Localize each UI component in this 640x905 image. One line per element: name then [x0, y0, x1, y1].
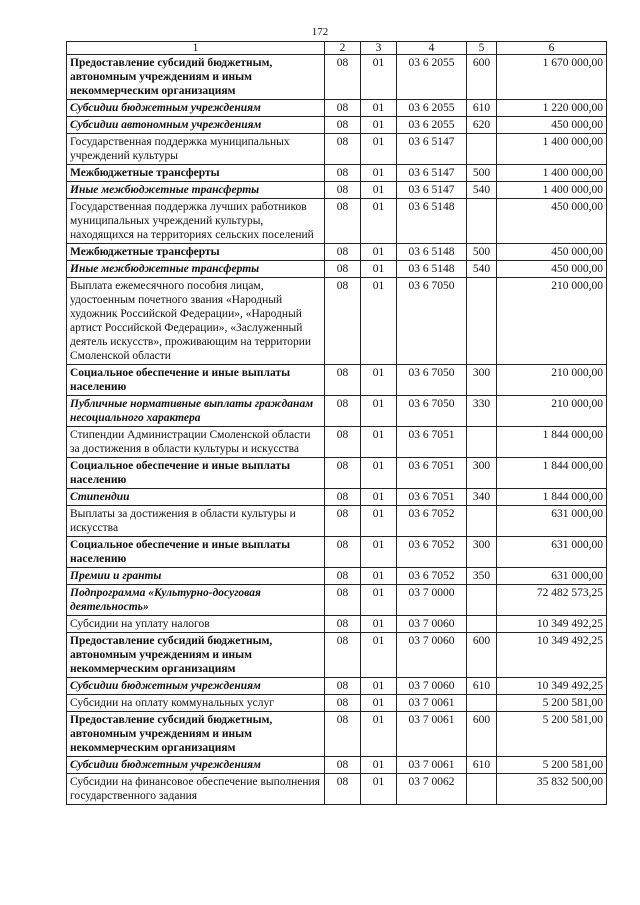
row-name-cell: Субсидии бюджетным учреждениям [67, 678, 325, 695]
row-name-cell: Иные межбюджетные трансферты [67, 182, 325, 199]
budget-table [66, 41, 607, 805]
row-name-cell: Предоставление субсидий бюджетным, автономным учреждениям и иным некоммерческим организациям [67, 55, 325, 100]
amount-cell: 1 400 000,00 [497, 165, 607, 182]
subsection-code-cell: 01 [361, 182, 397, 199]
subsection-code-cell: 01 [361, 100, 397, 117]
expense-type-cell: 350 [467, 568, 497, 585]
table-row [67, 244, 607, 261]
subsection-code-cell: 01 [361, 585, 397, 616]
table-row [67, 489, 607, 506]
target-article-cell: 03 6 2055 [397, 117, 467, 134]
amount-cell: 631 000,00 [497, 506, 607, 537]
target-article-cell: 03 7 0061 [397, 712, 467, 757]
target-article-cell: 03 7 0000 [397, 585, 467, 616]
section-code-cell: 08 [325, 695, 361, 712]
subsection-code-cell: 01 [361, 278, 397, 365]
amount-cell: 10 349 492,25 [497, 616, 607, 633]
target-article-cell: 03 6 7050 [397, 365, 467, 396]
amount-cell: 5 200 581,00 [497, 712, 607, 757]
section-code-cell: 08 [325, 585, 361, 616]
section-code-cell: 08 [325, 537, 361, 568]
subsection-code-cell: 01 [361, 537, 397, 568]
subsection-code-cell: 01 [361, 134, 397, 165]
target-article-cell: 03 6 5147 [397, 165, 467, 182]
target-article-cell: 03 7 0060 [397, 678, 467, 695]
row-name-cell: Государственная поддержка муниципальных учреждений культуры [67, 134, 325, 165]
section-code-cell: 08 [325, 616, 361, 633]
target-article-cell: 03 6 7051 [397, 458, 467, 489]
subsection-code-cell: 01 [361, 458, 397, 489]
expense-type-cell [467, 134, 497, 165]
amount-cell: 1 844 000,00 [497, 489, 607, 506]
target-article-cell: 03 6 5148 [397, 199, 467, 244]
amount-cell: 631 000,00 [497, 568, 607, 585]
expense-type-cell [467, 695, 497, 712]
table-row [67, 427, 607, 458]
target-article-cell: 03 6 5148 [397, 261, 467, 278]
row-name-cell: Государственная поддержка лучших работников муниципальных учреждений культуры, находящихся на территориях сельских поселений [67, 199, 325, 244]
table-row [67, 261, 607, 278]
amount-cell: 35 832 500,00 [497, 774, 607, 805]
subsection-code-cell: 01 [361, 633, 397, 678]
table-row [67, 757, 607, 774]
section-code-cell: 08 [325, 458, 361, 489]
column-header: 3 [361, 42, 397, 55]
target-article-cell: 03 7 0061 [397, 757, 467, 774]
amount-cell: 1 670 000,00 [497, 55, 607, 100]
expense-type-cell: 600 [467, 633, 497, 678]
amount-cell: 1 844 000,00 [497, 458, 607, 489]
expense-type-cell: 300 [467, 537, 497, 568]
table-row [67, 134, 607, 165]
amount-cell: 450 000,00 [497, 199, 607, 244]
section-code-cell: 08 [325, 199, 361, 244]
subsection-code-cell: 01 [361, 365, 397, 396]
row-name-cell: Публичные нормативные выплаты гражданам несоциального характера [67, 396, 325, 427]
amount-cell: 5 200 581,00 [497, 695, 607, 712]
subsection-code-cell: 01 [361, 55, 397, 100]
expense-type-cell: 300 [467, 365, 497, 396]
subsection-code-cell: 01 [361, 427, 397, 458]
table-row [67, 537, 607, 568]
column-header: 2 [325, 42, 361, 55]
table-row [67, 365, 607, 396]
expense-type-cell: 610 [467, 757, 497, 774]
table-row [67, 55, 607, 100]
row-name-cell: Иные межбюджетные трансферты [67, 261, 325, 278]
target-article-cell: 03 7 0061 [397, 695, 467, 712]
table-row [67, 199, 607, 244]
target-article-cell: 03 7 0060 [397, 633, 467, 678]
subsection-code-cell: 01 [361, 757, 397, 774]
expense-type-cell: 340 [467, 489, 497, 506]
amount-cell: 450 000,00 [497, 244, 607, 261]
expense-type-cell [467, 506, 497, 537]
section-code-cell: 08 [325, 100, 361, 117]
subsection-code-cell: 01 [361, 712, 397, 757]
table-row [67, 506, 607, 537]
expense-type-cell: 610 [467, 100, 497, 117]
amount-cell: 10 349 492,25 [497, 633, 607, 678]
table-row [67, 774, 607, 805]
amount-cell: 1 844 000,00 [497, 427, 607, 458]
column-header: 4 [397, 42, 467, 55]
subsection-code-cell: 01 [361, 396, 397, 427]
section-code-cell: 08 [325, 134, 361, 165]
row-name-cell: Межбюджетные трансферты [67, 244, 325, 261]
page-number: 172 [311, 26, 329, 38]
subsection-code-cell: 01 [361, 568, 397, 585]
target-article-cell: 03 6 7052 [397, 537, 467, 568]
column-header: 5 [467, 42, 497, 55]
section-code-cell: 08 [325, 396, 361, 427]
section-code-cell: 08 [325, 568, 361, 585]
subsection-code-cell: 01 [361, 117, 397, 134]
table-row [67, 100, 607, 117]
target-article-cell: 03 6 7050 [397, 278, 467, 365]
section-code-cell: 08 [325, 774, 361, 805]
row-name-cell: Подпрограмма «Культурно-досуговая деятельность» [67, 585, 325, 616]
row-name-cell: Предоставление субсидий бюджетным, автономным учреждениям и иным некоммерческим организациям [67, 712, 325, 757]
section-code-cell: 08 [325, 427, 361, 458]
section-code-cell: 08 [325, 365, 361, 396]
target-article-cell: 03 7 0060 [397, 616, 467, 633]
target-article-cell: 03 6 5147 [397, 134, 467, 165]
section-code-cell: 08 [325, 506, 361, 537]
target-article-cell: 03 6 5148 [397, 244, 467, 261]
table-row [67, 568, 607, 585]
row-name-cell: Выплаты за достижения в области культуры и искусства [67, 506, 325, 537]
amount-cell: 210 000,00 [497, 396, 607, 427]
row-name-cell: Субсидии бюджетным учреждениям [67, 757, 325, 774]
expense-type-cell [467, 585, 497, 616]
section-code-cell: 08 [325, 489, 361, 506]
table-row [67, 278, 607, 365]
amount-cell: 72 482 573,25 [497, 585, 607, 616]
subsection-code-cell: 01 [361, 489, 397, 506]
table-row [67, 458, 607, 489]
subsection-code-cell: 01 [361, 678, 397, 695]
expense-type-cell [467, 616, 497, 633]
row-name-cell: Субсидии на финансовое обеспечение выполнения государственного задания [67, 774, 325, 805]
expense-type-cell: 500 [467, 244, 497, 261]
expense-type-cell [467, 774, 497, 805]
row-name-cell: Премии и гранты [67, 568, 325, 585]
row-name-cell: Социальное обеспечение и иные выплаты населению [67, 537, 325, 568]
table-body [67, 55, 607, 805]
table-row [67, 182, 607, 199]
row-name-cell: Социальное обеспечение и иные выплаты населению [67, 458, 325, 489]
target-article-cell: 03 6 2055 [397, 55, 467, 100]
table-row [67, 678, 607, 695]
expense-type-cell: 610 [467, 678, 497, 695]
table-row [67, 616, 607, 633]
subsection-code-cell: 01 [361, 774, 397, 805]
target-article-cell: 03 6 5147 [397, 182, 467, 199]
subsection-code-cell: 01 [361, 616, 397, 633]
table-row [67, 633, 607, 678]
subsection-code-cell: 01 [361, 261, 397, 278]
header-row [67, 42, 607, 55]
section-code-cell: 08 [325, 165, 361, 182]
section-code-cell: 08 [325, 244, 361, 261]
target-article-cell: 03 7 0062 [397, 774, 467, 805]
section-code-cell: 08 [325, 633, 361, 678]
expense-type-cell: 500 [467, 165, 497, 182]
expense-type-cell: 620 [467, 117, 497, 134]
column-header: 1 [67, 42, 325, 55]
section-code-cell: 08 [325, 278, 361, 365]
section-code-cell: 08 [325, 757, 361, 774]
table-row [67, 695, 607, 712]
target-article-cell: 03 6 2055 [397, 100, 467, 117]
row-name-cell: Предоставление субсидий бюджетным, автономным учреждениям и иным некоммерческим организациям [67, 633, 325, 678]
expense-type-cell [467, 199, 497, 244]
row-name-cell: Стипендии [67, 489, 325, 506]
table-row [67, 117, 607, 134]
expense-type-cell: 300 [467, 458, 497, 489]
table-row [67, 712, 607, 757]
expense-type-cell: 540 [467, 261, 497, 278]
table-row [67, 585, 607, 616]
subsection-code-cell: 01 [361, 199, 397, 244]
section-code-cell: 08 [325, 712, 361, 757]
amount-cell: 210 000,00 [497, 365, 607, 396]
expense-type-cell: 330 [467, 396, 497, 427]
target-article-cell: 03 6 7052 [397, 506, 467, 537]
row-name-cell: Социальное обеспечение и иные выплаты населению [67, 365, 325, 396]
row-name-cell: Стипендии Администрации Смоленской области за достижения в области культуры и искусства [67, 427, 325, 458]
expense-type-cell [467, 427, 497, 458]
section-code-cell: 08 [325, 182, 361, 199]
amount-cell: 631 000,00 [497, 537, 607, 568]
section-code-cell: 08 [325, 117, 361, 134]
section-code-cell: 08 [325, 678, 361, 695]
amount-cell: 5 200 581,00 [497, 757, 607, 774]
expense-type-cell: 600 [467, 55, 497, 100]
row-name-cell: Субсидии на оплату коммунальных услуг [67, 695, 325, 712]
expense-type-cell [467, 278, 497, 365]
row-name-cell: Субсидии автономным учреждениям [67, 117, 325, 134]
target-article-cell: 03 6 7052 [397, 568, 467, 585]
target-article-cell: 03 6 7050 [397, 396, 467, 427]
subsection-code-cell: 01 [361, 695, 397, 712]
amount-cell: 1 400 000,00 [497, 134, 607, 165]
target-article-cell: 03 6 7051 [397, 427, 467, 458]
column-header: 6 [497, 42, 607, 55]
table-row [67, 165, 607, 182]
row-name-cell: Субсидии на уплату налогов [67, 616, 325, 633]
amount-cell: 1 220 000,00 [497, 100, 607, 117]
row-name-cell: Межбюджетные трансферты [67, 165, 325, 182]
subsection-code-cell: 01 [361, 165, 397, 182]
amount-cell: 1 400 000,00 [497, 182, 607, 199]
section-code-cell: 08 [325, 261, 361, 278]
subsection-code-cell: 01 [361, 244, 397, 261]
target-article-cell: 03 6 7051 [397, 489, 467, 506]
row-name-cell: Выплата ежемесячного пособия лицам, удостоенным почетного звания «Народный художник Российской Федерации», «Народный артист Российской Федерации», «Заслуженный деятель искусств», проживающим на территории Смоленской области [67, 278, 325, 365]
section-code-cell: 08 [325, 55, 361, 100]
expense-type-cell: 600 [467, 712, 497, 757]
amount-cell: 210 000,00 [497, 278, 607, 365]
amount-cell: 450 000,00 [497, 261, 607, 278]
table-row [67, 396, 607, 427]
row-name-cell: Субсидии бюджетным учреждениям [67, 100, 325, 117]
amount-cell: 10 349 492,25 [497, 678, 607, 695]
subsection-code-cell: 01 [361, 506, 397, 537]
amount-cell: 450 000,00 [497, 117, 607, 134]
expense-type-cell: 540 [467, 182, 497, 199]
